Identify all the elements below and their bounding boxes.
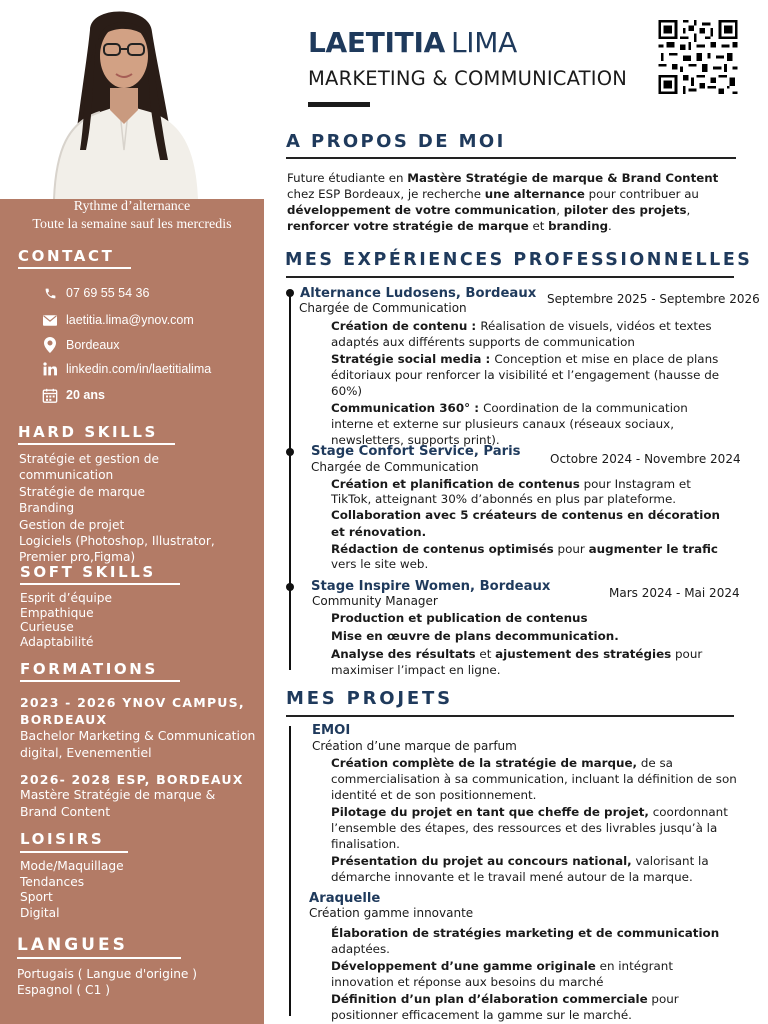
last-name: LIMA (450, 26, 517, 59)
experience-title: Stage Inspire Women, Bordeaux (311, 579, 551, 594)
job-title: MARKETING & COMMUNICATION (308, 67, 628, 90)
timeline-dot (286, 289, 294, 297)
age-text: 20 ans (66, 388, 105, 402)
formation-subtitle: Bachelor Marketing & Communication digital, Evenementiel (20, 728, 256, 760)
list-item: Branding (19, 501, 75, 516)
profile-photo (0, 0, 264, 199)
qr-code-icon[interactable] (658, 20, 738, 94)
phone-text: 07 69 55 54 36 (66, 286, 150, 300)
experience-role: Chargée de Communication (311, 460, 479, 474)
timeline-dot (286, 583, 294, 591)
experience-role: Chargée de Communication (299, 301, 467, 315)
experience-date: Septembre 2025 - Septembre 2026 (547, 292, 760, 306)
list-item: Pilotage du projet en tant que cheffe de projet, coordonnant l’ensemble des étapes, des ressources et des livrables jusqu’à la finalisation. (331, 805, 728, 851)
experience-bullets (331, 318, 739, 449)
list-item: Tendances (20, 874, 85, 889)
experience-timeline (289, 292, 291, 670)
projects-divider (286, 715, 734, 717)
project-role: Création d’une marque de parfum (312, 739, 517, 753)
list-item: Sport (20, 890, 53, 905)
list-item: Présentation du projet au concours national, valorisant la démarche innovante et le travail mené autour de la marque. (331, 854, 709, 884)
phone-icon (42, 285, 58, 301)
loisirs-heading: LOISIRS (20, 830, 105, 848)
project-bullets (331, 755, 739, 886)
list-item: Création complète de la stratégie de marque, de sa commercialisation à sa communication, incluant la définition de son identité et de son positionnement. (331, 756, 737, 802)
formation-title: 2026- 2028 ESP, BORDEAUX (20, 772, 244, 787)
contact-heading: CONTACT (18, 247, 115, 265)
list-item: Analyse des résultats et ajustement des stratégies pour maximiser l’impact en ligne. (331, 647, 703, 677)
profile-photo-image (40, 0, 220, 199)
langues-list (17, 967, 257, 998)
experiences-divider (286, 276, 734, 278)
candidate-name (308, 26, 517, 59)
list-item: Portugais ( Langue d'origine ) (17, 967, 198, 981)
experiences-heading: MES EXPÉRIENCES PROFESSIONNELLES (285, 250, 753, 270)
list-item: Création et planification de contenus pour Instagram et TikTok, atteignant 30% d’abonnés en plus par plateforme. (331, 477, 691, 506)
list-item: Production et publication de contenus (331, 611, 588, 625)
about-heading: A PROPOS DE MOI (286, 131, 506, 152)
list-item: Définition d’un plan d’élaboration commerciale pour positionner efficacement la gamme sur le marché. (331, 992, 679, 1022)
first-name: LAETITIA (308, 26, 445, 59)
list-item: Élaboration de stratégies marketing et de communication adaptées. (331, 926, 720, 956)
linkedin-icon (42, 361, 58, 377)
project-title: Araquelle (309, 891, 381, 906)
calendar-icon (42, 387, 58, 403)
formations-divider (20, 680, 180, 682)
hard-skills-list (19, 451, 255, 566)
list-item: Curieuse (20, 620, 74, 635)
sidebar (0, 0, 264, 1024)
contact-city (42, 337, 120, 353)
list-item: Esprit d’équipe (20, 591, 113, 605)
project-role: Création gamme innovante (309, 906, 474, 920)
list-item: Adaptabilité (20, 634, 94, 649)
list-item: Collaboration avec 5 créateurs de contenus en décoration et rénovation. (331, 508, 720, 539)
contact-age (42, 387, 105, 403)
about-divider (286, 157, 736, 159)
list-item: Gestion de projet (19, 517, 125, 532)
experience-title: Alternance Ludosens, Bordeaux (300, 286, 537, 301)
soft-skills-list (20, 591, 260, 649)
sidebar-panel (0, 199, 264, 1024)
list-item: Mise en œuvre de plans decommunication. (331, 629, 619, 643)
contact-divider (18, 267, 131, 269)
list-item: Logiciels (Photoshop, Illustrator, Premier pro,Figma) (19, 534, 215, 565)
experience-bullets (331, 610, 739, 679)
mail-icon (42, 312, 58, 328)
projects-heading: MES PROJETS (286, 688, 453, 709)
list-item: Développement d’une gamme originale en intégrant innovation et réponse aux besoins du marché (331, 959, 673, 989)
formation-subtitle: Mastère Stratégie de marque & Brand Content (20, 787, 216, 819)
hard-skills-heading: HARD SKILLS (18, 423, 158, 441)
contact-email[interactable] (42, 312, 194, 328)
list-item: Rédaction de contenus optimisés pour augmenter le trafic vers le site web. (331, 542, 718, 571)
list-item: Stratégie social media : Conception et mise en place de plans éditoriaux pour renforcer la visibilité et l’engagement (hausse de 60%) (331, 352, 720, 398)
experience-bullets (331, 477, 739, 572)
formations-heading: FORMATIONS (20, 660, 158, 678)
about-text: Future étudiante en Mastère Stratégie de marque & Brand Content chez ESP Bordeaux, je recherche une alternance pour contribuer au développement de votre communication, piloter des projets, renforcer votre stratégie de marque et branding. (287, 171, 719, 233)
list-item: Création de contenu : Réalisation de visuels, vidéos et textes adaptés aux différents supports de communication (331, 319, 712, 349)
rhythm-value: Toute la semaine sauf les mercredis (32, 217, 232, 232)
hard-skills-divider (18, 443, 175, 445)
loisirs-list (20, 859, 260, 921)
project-bullets (331, 925, 739, 1024)
soft-skills-divider (20, 583, 180, 585)
langues-divider (17, 957, 181, 959)
list-item: Stratégie de marque (19, 484, 145, 499)
timeline-dot (286, 448, 294, 456)
list-item: Digital (20, 905, 60, 920)
list-item: Empathique (20, 605, 94, 620)
experience-title: Stage Confort Service, Paris (311, 444, 521, 459)
experience-date: Octobre 2024 - Novembre 2024 (550, 452, 741, 466)
location-pin-icon (42, 337, 58, 353)
project-title: EMOI (312, 723, 351, 738)
list-item: Stratégie et gestion de communication (19, 452, 159, 483)
city-text: Bordeaux (66, 338, 120, 352)
rhythm-label: Rythme d’alternance (73, 199, 191, 214)
title-underline (308, 102, 370, 107)
experience-role: Community Manager (312, 594, 438, 608)
linkedin-text: linkedin.com/in/laetitialima (66, 362, 212, 376)
list-item: Communication 360° : Coordination de la communication interne et externe sur plusieurs canaux (réseaux sociaux, newsletters, supports print). (331, 401, 688, 447)
langues-heading: LANGUES (17, 935, 128, 955)
soft-skills-heading: SOFT SKILLS (20, 563, 156, 581)
formation-title: 2023 - 2026 YNOV CAMPUS, BORDEAUX (20, 695, 245, 727)
loisirs-divider (20, 851, 128, 853)
experience-date: Mars 2024 - Mai 2024 (609, 586, 740, 600)
contact-phone (42, 285, 149, 301)
list-item: Mode/Maquillage (20, 859, 124, 873)
email-text: laetitia.lima@ynov.com (66, 313, 194, 327)
contact-linkedin[interactable] (42, 361, 211, 377)
list-item: Espagnol ( C1 ) (17, 982, 110, 997)
projects-timeline (289, 726, 291, 1016)
